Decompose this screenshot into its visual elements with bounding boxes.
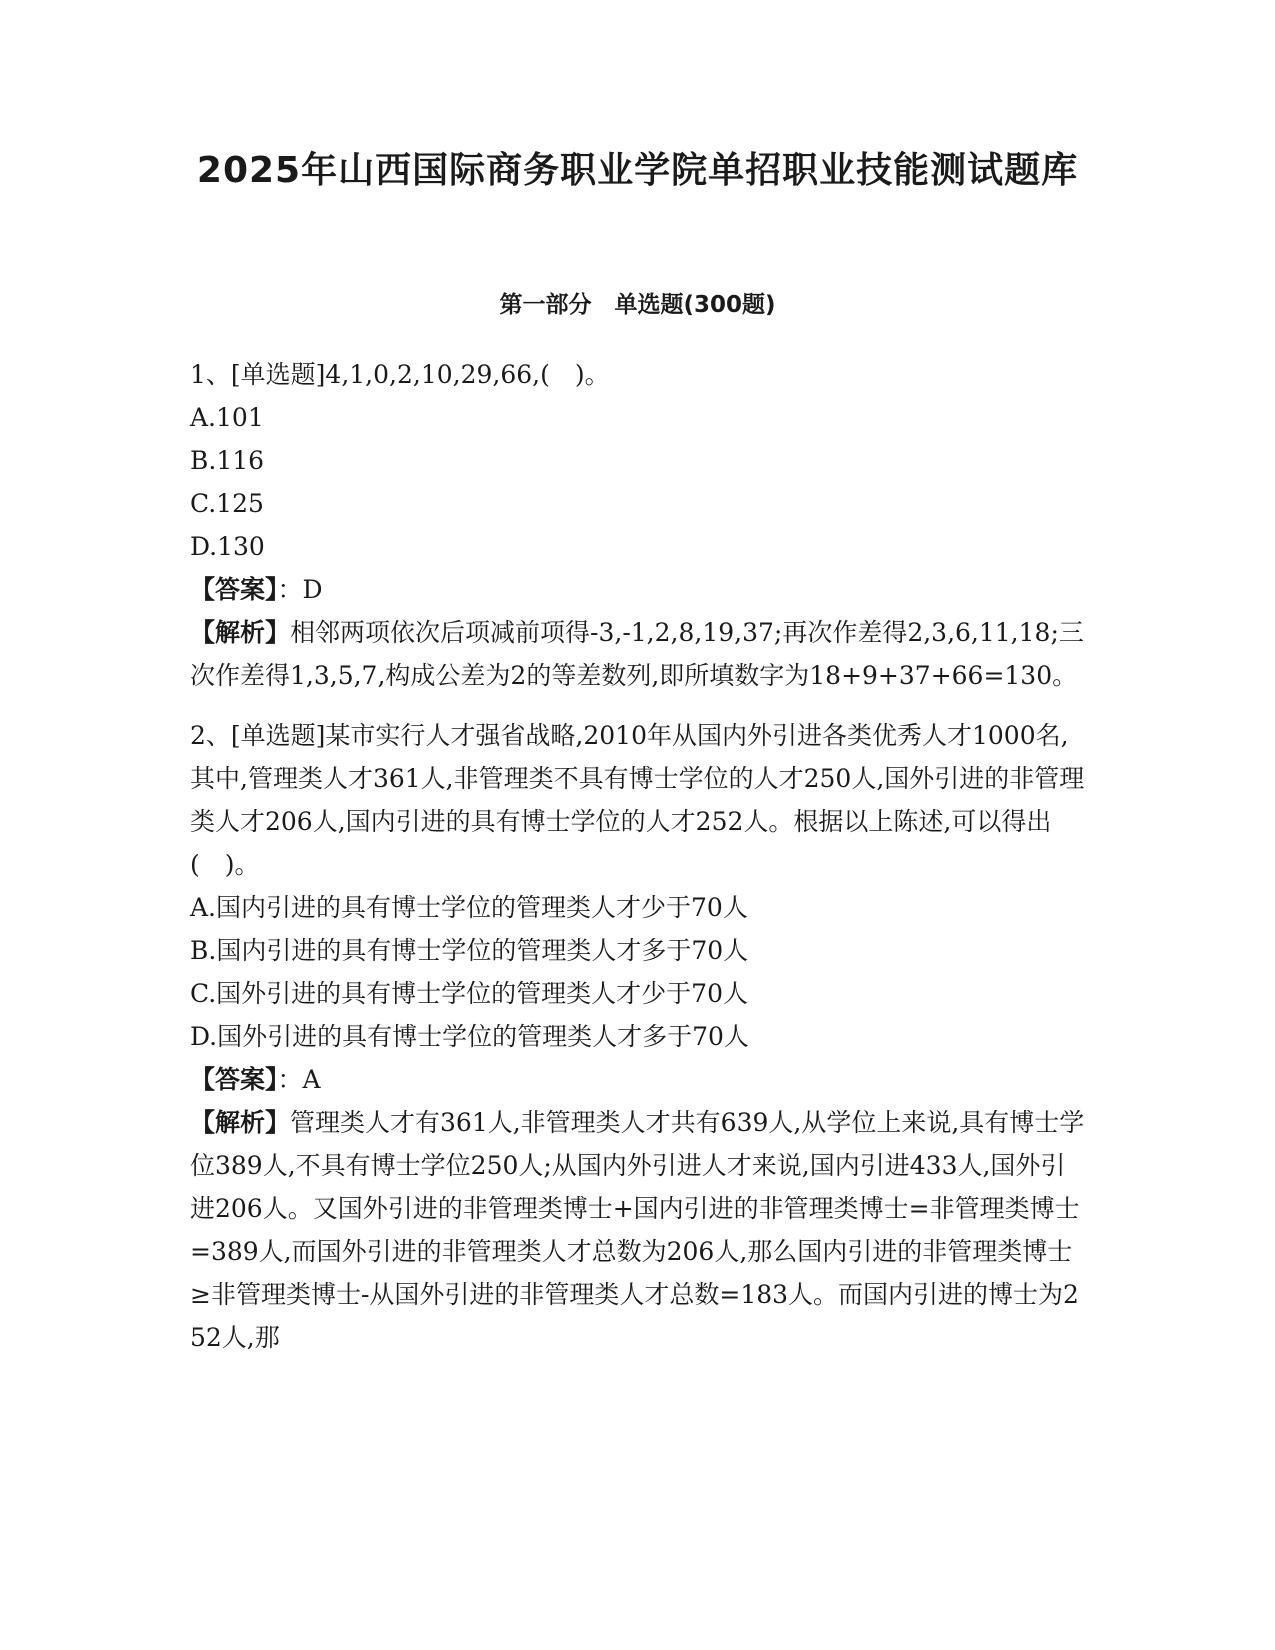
question-list	[190, 353, 1085, 1359]
question-1-option-c: C.125	[190, 489, 264, 518]
document-title: 2025年山西国际商务职业学院单招职业技能测试题库	[196, 150, 1079, 191]
question-2-option-a: A.国内引进的具有博士学位的管理类人才少于70人	[190, 893, 748, 922]
question-2-option-b: B.国内引进的具有博士学位的管理类人才多于70人	[190, 936, 749, 965]
answer-label: 【答案】	[190, 575, 278, 604]
answer-value: ：D	[277, 575, 323, 604]
question-1-analysis	[190, 611, 1085, 697]
question-1	[190, 353, 1085, 697]
analysis-text: 管理类人才有361人,非管理类人才共有639人,从学位上来说,具有博士学位389人,不具有博士学位250人;从国内外引进人才来说,国内引进433人,国外引进206人。又国外引进的非管理类博士+国内引进的非管理类博士=非管理类博士=389人,而国外引进的非管理类人才总数为206人,那么国内引进的非管理类博士≥非管理类博士-从国外引进的非管理类人才总数=183人。而国内引进的博士为252人,那	[190, 1108, 1085, 1352]
section-title: 第一部分 单选题(300题)	[499, 292, 776, 318]
question-1-answer	[190, 568, 1085, 611]
question-1-option-b: B.116	[190, 446, 265, 475]
question-2	[190, 714, 1085, 1359]
question-1-option-d: D.130	[190, 532, 265, 561]
analysis-label: 【解析】	[190, 618, 291, 647]
question-2-stem: 2、[单选题]某市实行人才强省战略,2010年从国内外引进各类优秀人才1000名,其中,管理类人才361人,非管理类不具有博士学位的人才250人,国外引进的非管理类人才206人,国内引进的具有博士学位的人才252人。根据以上陈述,可以得出( )。	[190, 721, 1085, 879]
question-2-option-c: C.国外引进的具有博士学位的管理类人才少于70人	[190, 979, 748, 1008]
answer-label: 【答案】	[190, 1065, 278, 1094]
question-1-option-a: A.101	[190, 403, 264, 432]
question-1-stem: 1、[单选题]4,1,0,2,10,29,66,( )。	[190, 360, 610, 389]
question-2-analysis	[190, 1101, 1085, 1359]
question-2-option-d: D.国外引进的具有博士学位的管理类人才多于70人	[190, 1022, 749, 1051]
analysis-label: 【解析】	[190, 1108, 291, 1137]
question-2-answer	[190, 1058, 1085, 1101]
analysis-text: 相邻两项依次后项减前项得-3,-1,2,8,19,37;再次作差得2,3,6,11,18;三次作差得1,3,5,7,构成公差为2的等差数列,即所填数字为18+9+37+66=130。	[190, 618, 1084, 690]
answer-value: ：A	[277, 1065, 321, 1094]
